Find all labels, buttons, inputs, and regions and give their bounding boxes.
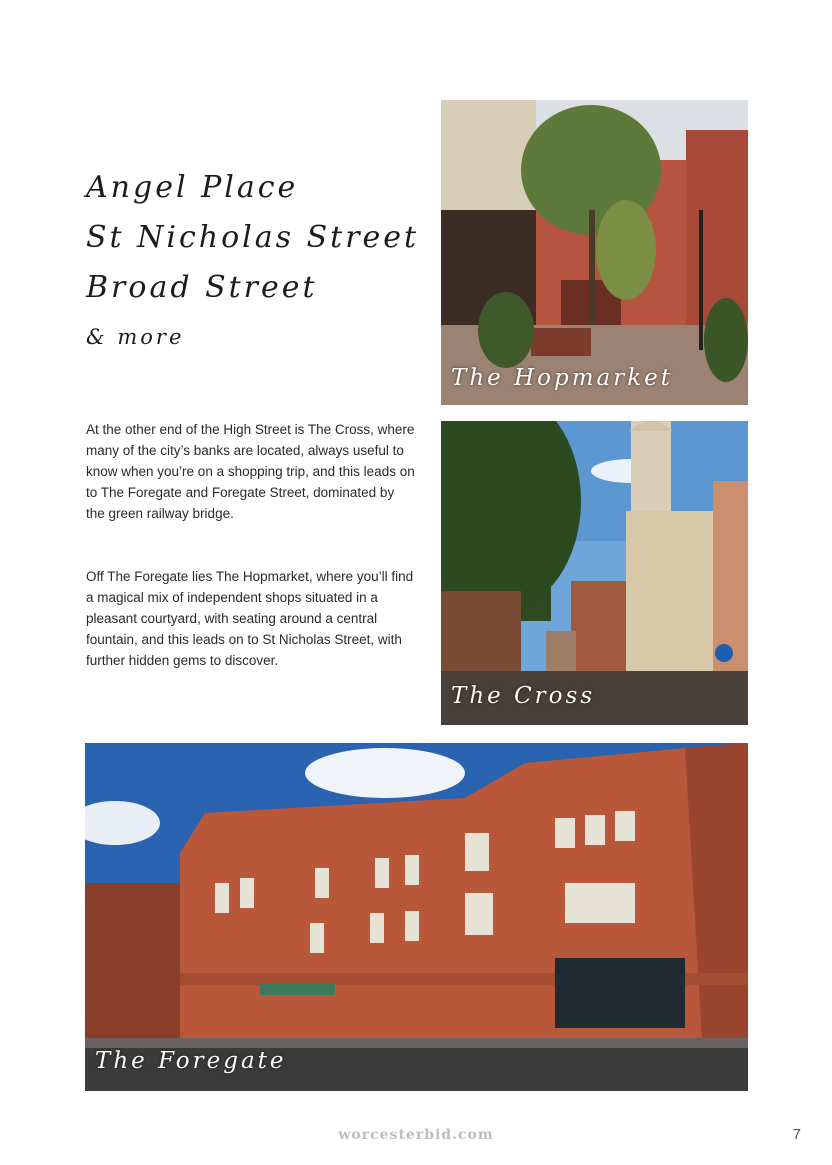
body-paragraph-2: Off The Foregate lies The Hopmarket, where you’ll find a magical mix of independent shops situated in a pleasant courtyard, with seating around a central fountain, and this leads on to St Nicholas Street, with further hidden gems to discover. xyxy=(86,569,414,668)
hopmarket-caption: The Hopmarket xyxy=(451,365,674,391)
hopmarket-photo xyxy=(441,100,748,405)
cross-caption: The Cross xyxy=(451,683,596,709)
heading-line-4: & more xyxy=(86,325,185,349)
cross-photo xyxy=(441,421,748,725)
heading-line-2: St Nicholas Street xyxy=(86,220,420,255)
heading-line-3: Broad Street xyxy=(86,270,318,305)
footer-website: worcesterbid.com xyxy=(338,1127,494,1143)
heading-line-1: Angel Place xyxy=(86,170,299,205)
foregate-photo xyxy=(85,743,748,1091)
foregate-caption: The Foregate xyxy=(95,1048,287,1074)
body-paragraph-1: At the other end of the High Street is The Cross, where many of the city’s banks are located, always useful to know when you’re on a shopping trip, and this leads on to The Foregate and Foregate Street, dominated by the green railway bridge. xyxy=(86,422,415,521)
page-number: 7 xyxy=(792,1126,801,1143)
